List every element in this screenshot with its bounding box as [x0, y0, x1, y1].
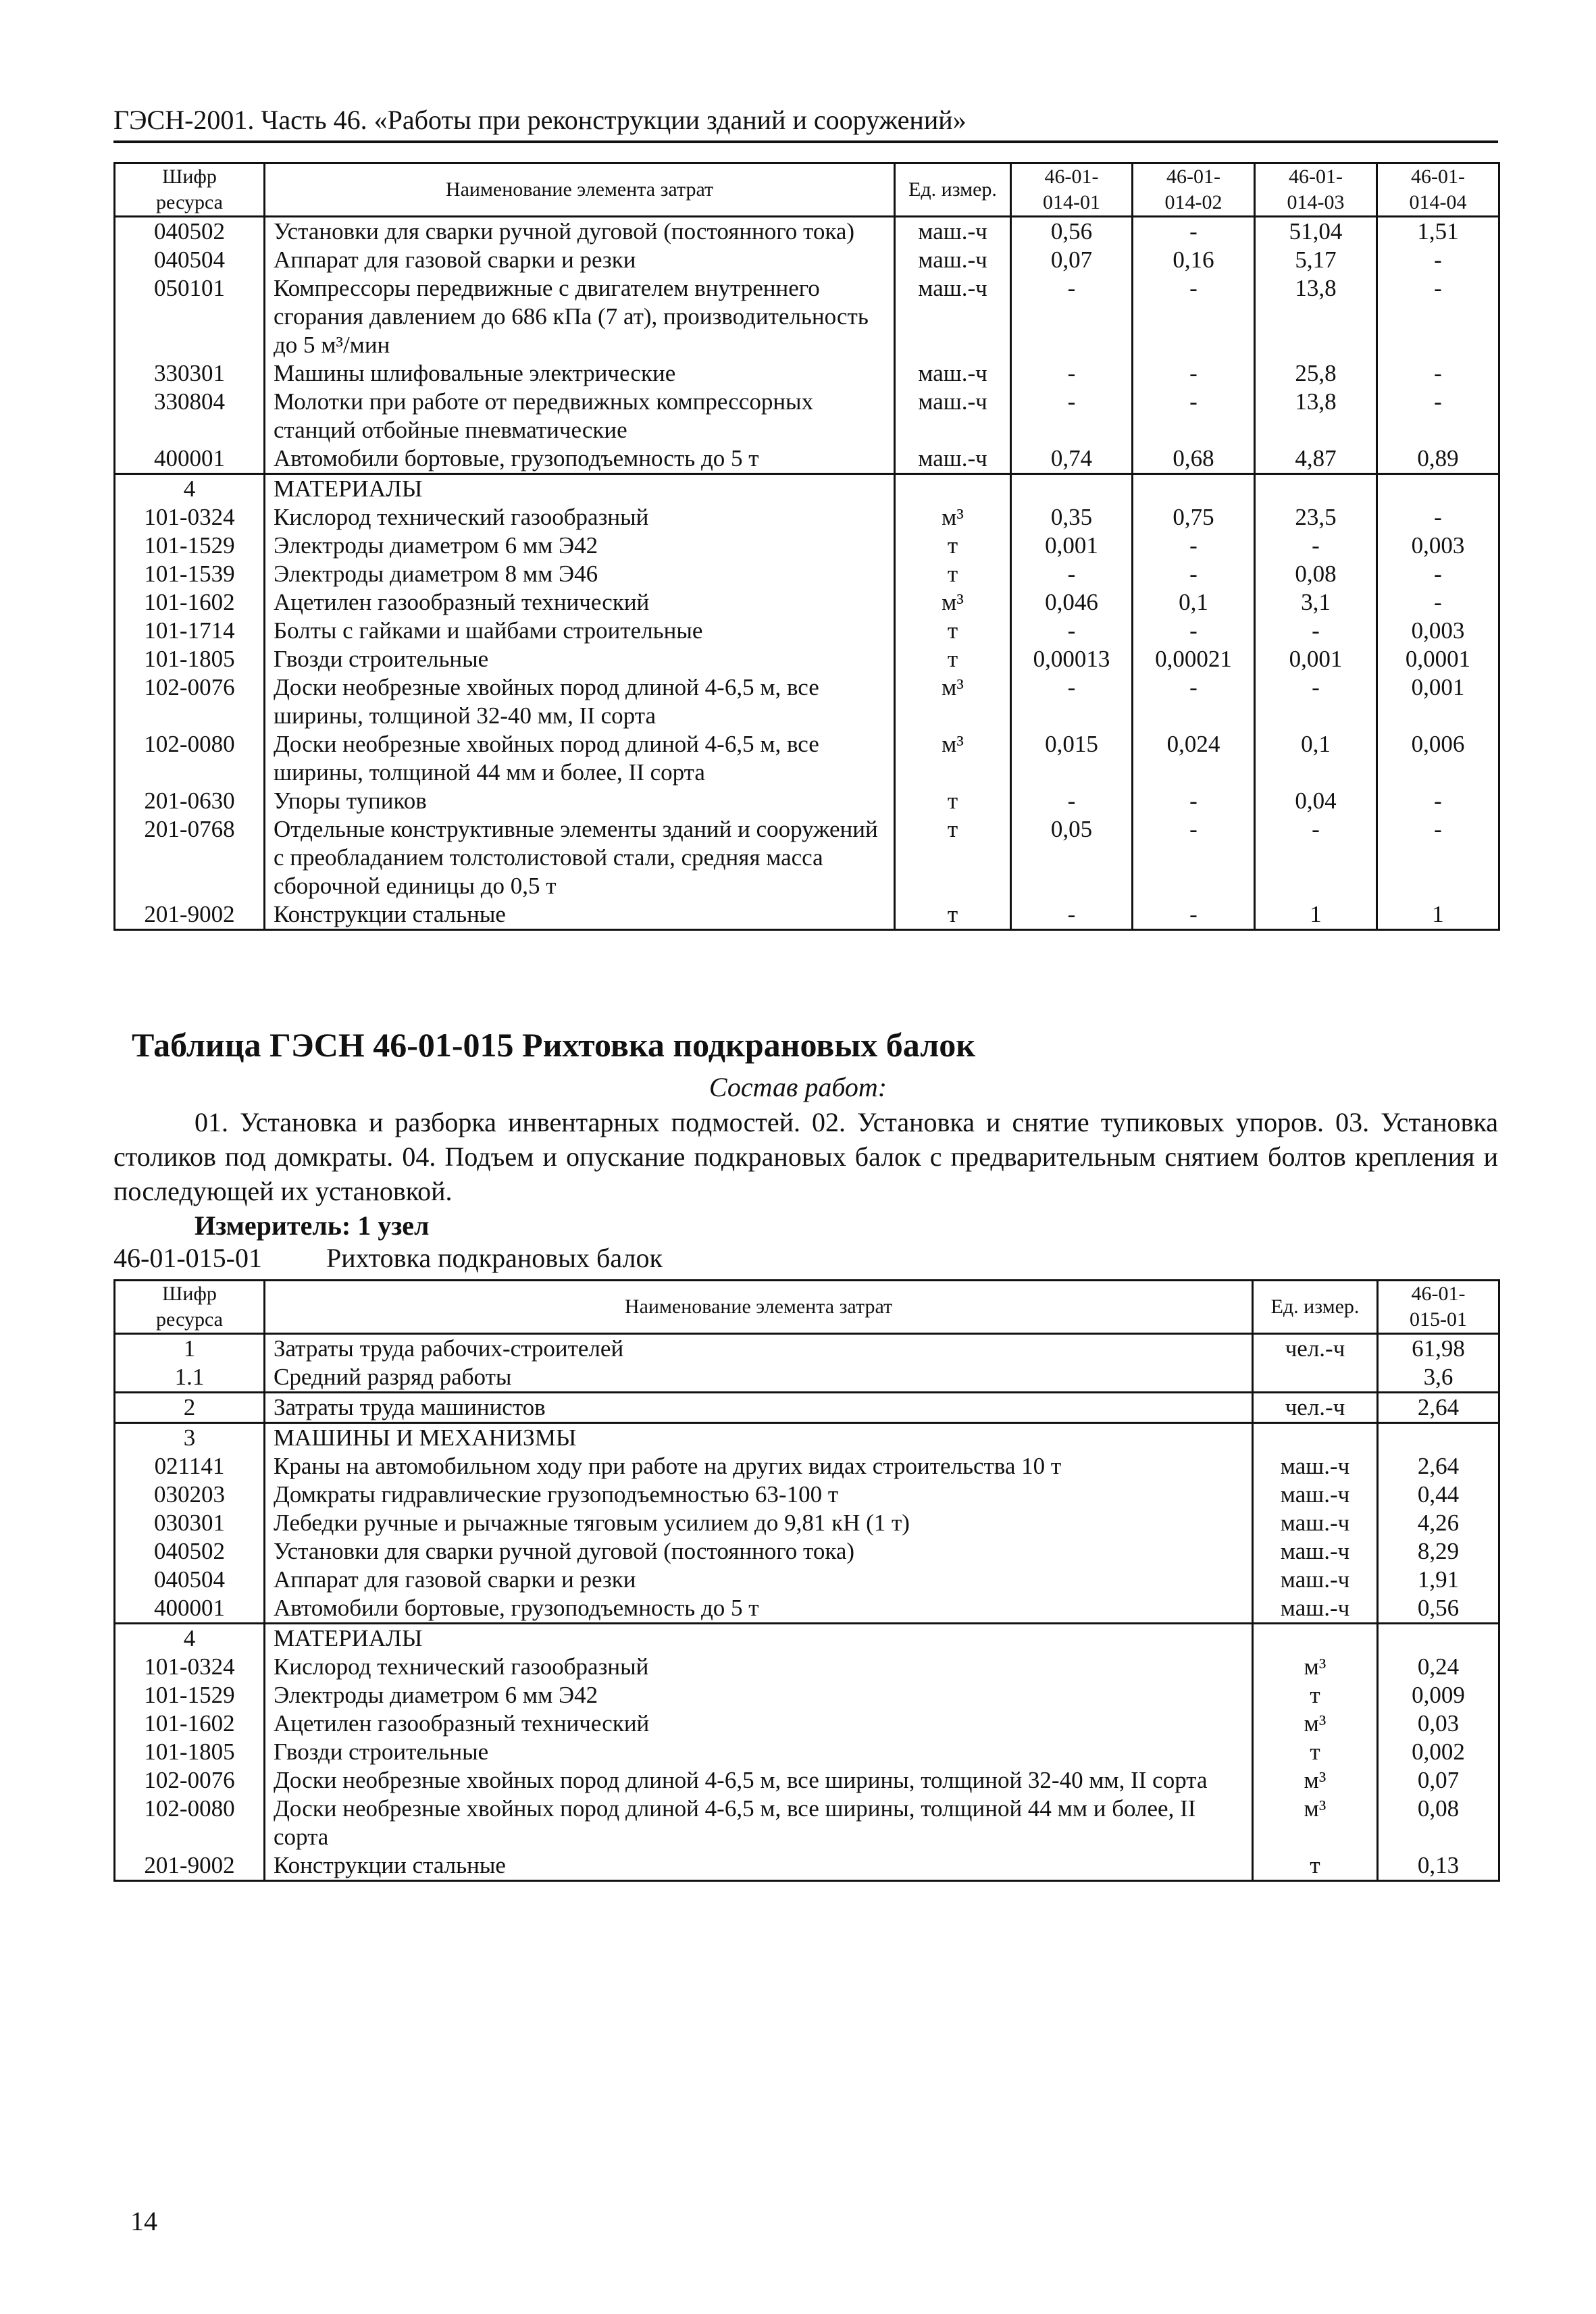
- cell-code: 101-1529: [115, 1681, 265, 1709]
- cell-value: 0,13: [1378, 1851, 1499, 1881]
- table-row: [115, 560, 1499, 588]
- cell-code: 102-0076: [115, 1766, 265, 1795]
- cell-value: 0,44: [1378, 1481, 1499, 1509]
- cell-unit: м³: [1253, 1795, 1378, 1851]
- cell-code: 201-0630: [115, 787, 265, 815]
- cell-value: -: [1133, 388, 1255, 444]
- cell-value: -: [1133, 900, 1255, 930]
- table-row: [115, 1624, 1499, 1653]
- cell-value: -: [1255, 815, 1377, 900]
- resource-table-46-01-014: [113, 162, 1500, 931]
- cell-value: 1,51: [1377, 217, 1499, 247]
- table-row: [115, 1537, 1499, 1566]
- cell-name: Упоры тупиков: [265, 787, 895, 815]
- cell-name: Гвозди строительные: [265, 1738, 1253, 1766]
- table-row: [115, 730, 1499, 787]
- cell-value: 0,07: [1378, 1766, 1499, 1795]
- machines-section: [115, 1423, 1499, 1624]
- cell-unit: маш.-ч: [895, 359, 1011, 388]
- table-row: [115, 1681, 1499, 1709]
- cell-value: 0,08: [1378, 1795, 1499, 1851]
- cell-value: 1: [1377, 900, 1499, 930]
- cell-code: 330301: [115, 359, 265, 388]
- table-row: [115, 588, 1499, 617]
- column-header-code-line1: Шифр: [162, 1283, 217, 1305]
- cell-unit: м³: [895, 588, 1011, 617]
- cell-code: 102-0076: [115, 673, 265, 730]
- cell-value: 0,003: [1377, 532, 1499, 560]
- cell-value: -: [1255, 617, 1377, 645]
- materials-section: [115, 1624, 1499, 1881]
- cell-value: 51,04: [1255, 217, 1377, 247]
- cell-value: 13,8: [1255, 388, 1377, 444]
- cell-name: Доски необрезные хвойных пород длиной 4-6,5 м, все ширины, толщиной 44 мм и более, II сорта: [265, 1795, 1253, 1851]
- cell-unit: маш.-ч: [895, 274, 1011, 359]
- cell-name: Электроды диаметром 8 мм Э46: [265, 560, 895, 588]
- cell-name: Ацетилен газообразный технический: [265, 588, 895, 617]
- cell-code: 040502: [115, 217, 265, 247]
- table-row: [115, 645, 1499, 673]
- cell-value: 0,35: [1011, 503, 1133, 532]
- table-row: [115, 787, 1499, 815]
- cell-code: 4: [115, 474, 265, 504]
- cell-unit: т: [895, 900, 1011, 930]
- cell-name: Домкраты гидравлические грузоподъемностью 63-100 т: [265, 1481, 1253, 1509]
- cell-value: -: [1133, 560, 1255, 588]
- cell-name: Машины шлифовальные электрические: [265, 359, 895, 388]
- cell-code: 201-9002: [115, 1851, 265, 1881]
- cell-value: -: [1377, 274, 1499, 359]
- cell-value: 0,001: [1255, 645, 1377, 673]
- cell-value: 8,29: [1378, 1537, 1499, 1566]
- cell-code: 040502: [115, 1537, 265, 1566]
- cell-name: Автомобили бортовые, грузоподъемность до 5 т: [265, 444, 895, 474]
- cell-value: 0,04: [1255, 787, 1377, 815]
- table-row: [115, 359, 1499, 388]
- table-row: [115, 503, 1499, 532]
- table-row: [115, 444, 1499, 474]
- cell-value: 0,56: [1378, 1594, 1499, 1624]
- cell-unit: т: [895, 617, 1011, 645]
- resource-table-46-01-015: [113, 1279, 1500, 1882]
- cell-code: 3: [115, 1423, 265, 1453]
- cell-code: 400001: [115, 1594, 265, 1624]
- cell-value: [1378, 1423, 1499, 1453]
- cell-name: Кислород технический газообразный: [265, 1653, 1253, 1681]
- cell-value: 0,002: [1378, 1738, 1499, 1766]
- cell-value: 1: [1255, 900, 1377, 930]
- cell-code: 101-0324: [115, 1653, 265, 1681]
- cell-name: МАТЕРИАЛЫ: [265, 1624, 1253, 1653]
- cell-value: [1255, 474, 1377, 504]
- meter-label: Измеритель: 1 узел: [195, 1210, 430, 1241]
- column-header-unit: Ед. измер.: [895, 163, 1011, 217]
- cell-code: 101-1805: [115, 1738, 265, 1766]
- cell-unit: м³: [895, 503, 1011, 532]
- cell-value: -: [1255, 532, 1377, 560]
- cell-value: -: [1011, 673, 1133, 730]
- cell-value: -: [1011, 359, 1133, 388]
- cell-value: 0,07: [1011, 246, 1133, 274]
- cell-unit: маш.-ч: [1253, 1481, 1378, 1509]
- table-row: [115, 1334, 1499, 1364]
- table-row: [115, 1481, 1499, 1509]
- cell-code: 101-1539: [115, 560, 265, 588]
- cell-value: 5,17: [1255, 246, 1377, 274]
- cell-value: -: [1011, 787, 1133, 815]
- cell-code: 101-1805: [115, 645, 265, 673]
- cell-unit: маш.-ч: [1253, 1452, 1378, 1481]
- composition-title: Состав работ:: [709, 1072, 887, 1102]
- cell-code: 040504: [115, 1566, 265, 1594]
- cell-code: 101-1714: [115, 617, 265, 645]
- table-row: [115, 1766, 1499, 1795]
- cell-value: -: [1133, 217, 1255, 247]
- cell-value: 0,00013: [1011, 645, 1133, 673]
- cell-code: 4: [115, 1624, 265, 1653]
- cell-value: -: [1377, 359, 1499, 388]
- cell-code: 201-0768: [115, 815, 265, 900]
- cell-value: 0,006: [1377, 730, 1499, 787]
- norm-code-line: [113, 1241, 663, 1275]
- cell-name: Ацетилен газообразный технический: [265, 1709, 1253, 1738]
- column-header-name: Наименование элемента затрат: [265, 1281, 1253, 1334]
- cell-name: Электроды диаметром 6 мм Э42: [265, 532, 895, 560]
- cell-name: МАТЕРИАЛЫ: [265, 474, 895, 504]
- cell-value: 0,68: [1133, 444, 1255, 474]
- cell-unit: маш.-ч: [895, 246, 1011, 274]
- cell-unit: м³: [895, 730, 1011, 787]
- table-row: [115, 1653, 1499, 1681]
- table-row: [115, 1509, 1499, 1537]
- cell-value: -: [1011, 274, 1133, 359]
- cell-name: Затраты труда машинистов: [265, 1393, 1253, 1423]
- table-header-row: [115, 1281, 1499, 1334]
- cell-code: 330804: [115, 388, 265, 444]
- cell-name: Установки для сварки ручной дуговой (постоянного тока): [265, 217, 895, 247]
- cell-code: 102-0080: [115, 1795, 265, 1851]
- machines-section: [115, 217, 1499, 474]
- cell-value: -: [1133, 359, 1255, 388]
- cell-value: 4,26: [1378, 1509, 1499, 1537]
- cell-value: -: [1011, 617, 1133, 645]
- cell-code: 201-9002: [115, 900, 265, 930]
- cell-value: 1,91: [1378, 1566, 1499, 1594]
- cell-name: Автомобили бортовые, грузоподъемность до 5 т: [265, 1594, 1253, 1624]
- table-row: [115, 217, 1499, 247]
- cell-value: 0,0001: [1377, 645, 1499, 673]
- cell-value: 0,74: [1011, 444, 1133, 474]
- cell-unit: маш.-ч: [1253, 1594, 1378, 1624]
- cell-name: Гвозди строительные: [265, 645, 895, 673]
- cell-code: 030301: [115, 1509, 265, 1537]
- cell-name: Затраты труда рабочих-строителей: [265, 1334, 1253, 1364]
- column-header-46-01-014-04: 46-01- 014-04: [1377, 163, 1499, 217]
- cell-unit: т: [1253, 1738, 1378, 1766]
- cell-value: -: [1377, 503, 1499, 532]
- cell-unit: т: [895, 560, 1011, 588]
- table-row: [115, 388, 1499, 444]
- table-row: [115, 1594, 1499, 1624]
- norm-name: Рихтовка подкрановых балок: [326, 1243, 663, 1273]
- cell-code: 400001: [115, 444, 265, 474]
- cell-value: [1378, 1624, 1499, 1653]
- cell-value: 0,56: [1011, 217, 1133, 247]
- cell-value: -: [1377, 588, 1499, 617]
- cell-name: Доски необрезные хвойных пород длиной 4-6,5 м, все ширины, толщиной 44 мм и более, II сорта: [265, 730, 895, 787]
- cell-value: 61,98: [1378, 1334, 1499, 1364]
- cell-value: [1011, 474, 1133, 504]
- cell-value: [1133, 474, 1255, 504]
- cell-value: -: [1377, 246, 1499, 274]
- cell-value: 0,001: [1011, 532, 1133, 560]
- cell-unit: т: [895, 787, 1011, 815]
- cell-value: 0,015: [1011, 730, 1133, 787]
- composition-text: 01. Установка и разборка инвентарных подмостей. 02. Установка и снятие тупиковых упоров. 03. Установка столиков под домкраты. 04. Подъем и опускание подкрановых балок с предварительным снятием болтов крепления и последующей их установкой.: [113, 1107, 1498, 1206]
- column-header-code-line2: ресурса: [156, 191, 223, 213]
- cell-value: 13,8: [1255, 274, 1377, 359]
- cell-code: 101-0324: [115, 503, 265, 532]
- column-header-46-01-014-01: 46-01- 014-01: [1011, 163, 1133, 217]
- table-header-row: [115, 163, 1499, 217]
- cell-value: 0,009: [1378, 1681, 1499, 1709]
- cell-unit: маш.-ч: [1253, 1509, 1378, 1537]
- cell-value: 2,64: [1378, 1452, 1499, 1481]
- table-row: [115, 1709, 1499, 1738]
- cell-name: Лебедки ручные и рычажные тяговым усилием до 9,81 кН (1 т): [265, 1509, 1253, 1537]
- table-row: [115, 274, 1499, 359]
- cell-name: Аппарат для газовой сварки и резки: [265, 1566, 1253, 1594]
- cell-value: 0,00021: [1133, 645, 1255, 673]
- cell-name: Конструкции стальные: [265, 1851, 1253, 1881]
- cell-value: 2,64: [1378, 1393, 1499, 1423]
- cell-name: Компрессоры передвижные с двигателем внутреннего сгорания давлением до 686 кПа (7 ат), производительность до 5 м³/мин: [265, 274, 895, 359]
- column-header-unit: Ед. измер.: [1253, 1281, 1378, 1334]
- cell-value: 0,16: [1133, 246, 1255, 274]
- cell-unit: т: [895, 815, 1011, 900]
- cell-code: 050101: [115, 274, 265, 359]
- cell-name: Установки для сварки ручной дуговой (постоянного тока): [265, 1537, 1253, 1566]
- cell-value: -: [1133, 617, 1255, 645]
- cell-code: 102-0080: [115, 730, 265, 787]
- cell-name: Доски необрезные хвойных пород длиной 4-6,5 м, все ширины, толщиной 32-40 мм, II сорта: [265, 1766, 1253, 1795]
- table-row: [115, 532, 1499, 560]
- cell-code: 101-1602: [115, 588, 265, 617]
- cell-unit: т: [895, 532, 1011, 560]
- cell-code: 101-1529: [115, 532, 265, 560]
- cell-unit: м³: [895, 673, 1011, 730]
- cell-name: Доски необрезные хвойных пород длиной 4-6,5 м, все ширины, толщиной 32-40 мм, II сорта: [265, 673, 895, 730]
- cell-code: 2: [115, 1393, 265, 1423]
- table-row: [115, 1795, 1499, 1851]
- cell-value: 0,1: [1255, 730, 1377, 787]
- cell-value: -: [1011, 388, 1133, 444]
- column-header-46-01-014-02: 46-01- 014-02: [1133, 163, 1255, 217]
- cell-code: 1: [115, 1334, 265, 1364]
- cell-value: -: [1377, 815, 1499, 900]
- cell-name: Отдельные конструктивные элементы зданий и сооружений с преобладанием толстолистовой стали, средняя масса сборочной единицы до 0,5 т: [265, 815, 895, 900]
- table-row: [115, 1452, 1499, 1481]
- cell-unit: т: [895, 645, 1011, 673]
- cell-unit: маш.-ч: [1253, 1566, 1378, 1594]
- cell-unit: т: [1253, 1851, 1378, 1881]
- cell-code: 101-1602: [115, 1709, 265, 1738]
- cell-value: 0,001: [1377, 673, 1499, 730]
- cell-unit: [1253, 1423, 1378, 1453]
- table-row: [115, 673, 1499, 730]
- cell-code: 030203: [115, 1481, 265, 1509]
- table-title: Таблица ГЭСН 46-01-015 Рихтовка подкрановых балок: [132, 1026, 976, 1064]
- materials-section: [115, 474, 1499, 930]
- cell-name: Молотки при работе от передвижных компрессорных станций отбойные пневматические: [265, 388, 895, 444]
- cell-name: МАШИНЫ И МЕХАНИЗМЫ: [265, 1423, 1253, 1453]
- cell-value: -: [1133, 274, 1255, 359]
- cell-value: 0,24: [1378, 1653, 1499, 1681]
- cell-value: -: [1011, 900, 1133, 930]
- cell-name: Электроды диаметром 6 мм Э42: [265, 1681, 1253, 1709]
- column-header-46-01-015-01: 46-01- 015-01: [1378, 1281, 1499, 1334]
- cell-name: Аппарат для газовой сварки и резки: [265, 246, 895, 274]
- cell-unit: маш.-ч: [895, 444, 1011, 474]
- cell-unit: маш.-ч: [895, 388, 1011, 444]
- cell-unit: м³: [1253, 1766, 1378, 1795]
- cell-unit: м³: [1253, 1653, 1378, 1681]
- cell-value: 0,03: [1378, 1709, 1499, 1738]
- cell-name: Конструкции стальные: [265, 900, 895, 930]
- cell-unit: [1253, 1363, 1378, 1393]
- cell-value: 0,046: [1011, 588, 1133, 617]
- cell-value: 0,08: [1255, 560, 1377, 588]
- cell-name: Болты с гайками и шайбами строительные: [265, 617, 895, 645]
- cell-value: 0,1: [1133, 588, 1255, 617]
- table-row: [115, 900, 1499, 930]
- cell-unit: т: [1253, 1681, 1378, 1709]
- cell-name: Кислород технический газообразный: [265, 503, 895, 532]
- cell-value: -: [1377, 388, 1499, 444]
- page-number: 14: [130, 2206, 157, 2236]
- operators-section: [115, 1393, 1499, 1423]
- table-row: [115, 1423, 1499, 1453]
- cell-value: -: [1377, 560, 1499, 588]
- column-header-code-line1: Шифр: [162, 165, 217, 188]
- cell-value: -: [1133, 532, 1255, 560]
- table-row: [115, 1851, 1499, 1881]
- cell-unit: чел.-ч: [1253, 1334, 1378, 1364]
- cell-value: -: [1011, 560, 1133, 588]
- cell-value: 25,8: [1255, 359, 1377, 388]
- table-row: [115, 246, 1499, 274]
- cell-name: Средний разряд работы: [265, 1363, 1253, 1393]
- table-row: [115, 1363, 1499, 1393]
- cell-value: 4,87: [1255, 444, 1377, 474]
- norm-code: 46-01-015-01: [113, 1243, 262, 1273]
- cell-value: 0,05: [1011, 815, 1133, 900]
- table-row: [115, 617, 1499, 645]
- cell-value: 0,003: [1377, 617, 1499, 645]
- cell-value: [1377, 474, 1499, 504]
- cell-unit: маш.-ч: [895, 217, 1011, 247]
- table-row: [115, 815, 1499, 900]
- cell-unit: маш.-ч: [1253, 1537, 1378, 1566]
- cell-unit: [1253, 1624, 1378, 1653]
- column-header-code: [115, 1281, 265, 1334]
- cell-unit: м³: [1253, 1709, 1378, 1738]
- cell-value: -: [1133, 673, 1255, 730]
- labor-section: [115, 1334, 1499, 1393]
- cell-value: -: [1133, 815, 1255, 900]
- cell-unit: чел.-ч: [1253, 1393, 1378, 1423]
- cell-code: 1.1: [115, 1363, 265, 1393]
- cell-value: 0,89: [1377, 444, 1499, 474]
- cell-name: Краны на автомобильном ходу при работе на других видах строительства 10 т: [265, 1452, 1253, 1481]
- cell-code: 040504: [115, 246, 265, 274]
- cell-value: -: [1255, 673, 1377, 730]
- table-row: [115, 1393, 1499, 1423]
- column-header-code: [115, 163, 265, 217]
- cell-value: 0,75: [1133, 503, 1255, 532]
- column-header-46-01-014-03: 46-01- 014-03: [1255, 163, 1377, 217]
- column-header-name: Наименование элемента затрат: [265, 163, 895, 217]
- column-header-code-line2: ресурса: [156, 1308, 223, 1331]
- cell-value: -: [1133, 787, 1255, 815]
- table-row: [115, 1738, 1499, 1766]
- cell-value: 0,024: [1133, 730, 1255, 787]
- cell-value: 3,1: [1255, 588, 1377, 617]
- cell-value: -: [1377, 787, 1499, 815]
- cell-value: 23,5: [1255, 503, 1377, 532]
- cell-code: 021141: [115, 1452, 265, 1481]
- cell-unit: [895, 474, 1011, 504]
- table-row: [115, 1566, 1499, 1594]
- cell-value: 3,6: [1378, 1363, 1499, 1393]
- page-header: ГЭСН-2001. Часть 46. «Работы при реконструкции зданий и сооружений»: [113, 101, 1498, 143]
- table-row: [115, 474, 1499, 504]
